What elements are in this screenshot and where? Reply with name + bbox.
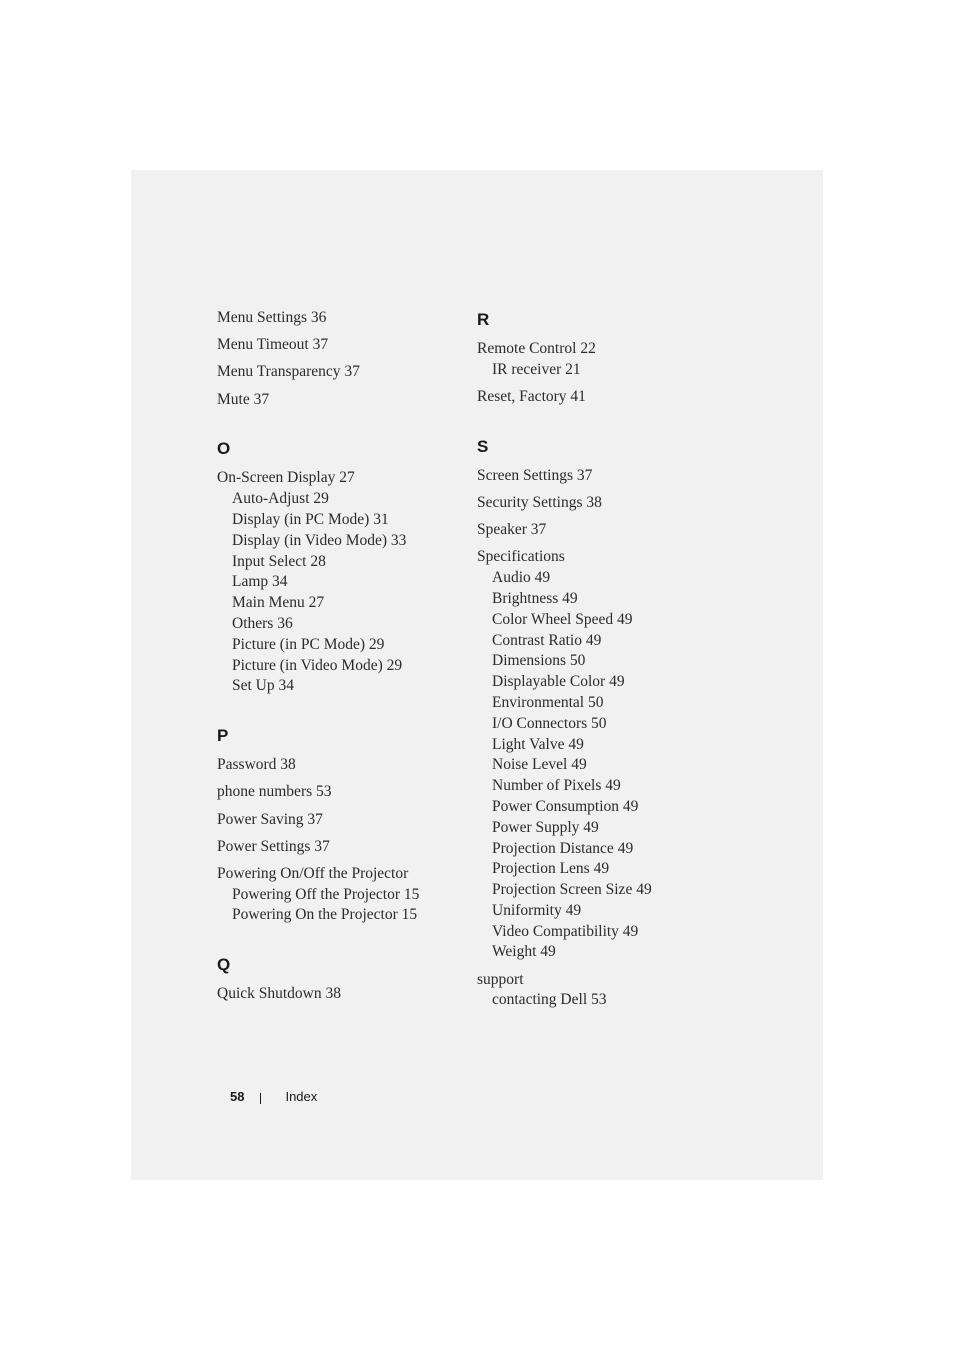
index-group-q — [217, 984, 467, 1005]
index-subentry: Powering On the Projector 15 — [232, 906, 418, 924]
index-subentry: Brightness 49 — [492, 589, 578, 607]
index-entry-term: phone numbers 53 — [217, 783, 332, 801]
index-entry — [217, 390, 467, 411]
index-entry-term: On-Screen Display 27 — [217, 469, 355, 487]
index-entry — [477, 547, 737, 963]
index-group-r — [477, 339, 737, 408]
index-subentry: Display (in Video Mode) 33 — [232, 531, 407, 549]
index-subentry: Others 36 — [232, 614, 293, 632]
index-subentry: Displayable Color 49 — [492, 673, 625, 691]
index-subentry: Projection Lens 49 — [492, 860, 610, 878]
index-subentry: Power Supply 49 — [492, 818, 599, 836]
index-subentry: Projection Screen Size 49 — [492, 881, 652, 899]
index-subentry: IR receiver 21 — [492, 360, 581, 378]
index-subentry: Set Up 34 — [232, 677, 294, 695]
index-group-m — [217, 308, 467, 410]
index-subentry: Display (in PC Mode) 31 — [232, 510, 389, 528]
index-group-p — [217, 755, 467, 926]
page-footer — [230, 1089, 317, 1104]
index-entry-term: Powering On/Off the Projector — [217, 864, 409, 882]
index-group-s — [477, 466, 737, 1011]
index-entry-term: Password 38 — [217, 756, 296, 774]
index-letter-o: O — [217, 439, 231, 459]
index-subentry: I/O Connectors 50 — [492, 714, 607, 732]
index-subentry: Power Consumption 49 — [492, 797, 639, 815]
index-letter-q: Q — [217, 955, 231, 975]
index-entry — [217, 782, 467, 803]
index-subentry: Dimensions 50 — [492, 652, 586, 670]
index-entry — [477, 520, 737, 541]
index-subentry: Input Select 28 — [232, 552, 326, 570]
index-subentry: contacting Dell 53 — [492, 991, 607, 1009]
index-entry-term: Quick Shutdown 38 — [217, 985, 341, 1003]
index-subentry: Lamp 34 — [232, 573, 288, 591]
index-letter-p: P — [217, 726, 229, 746]
index-entry-term: Menu Timeout 37 — [217, 336, 329, 354]
index-entry — [477, 339, 737, 381]
index-column-left — [217, 308, 467, 1011]
index-entry-term: Mute 37 — [217, 390, 270, 408]
index-entry-term: Speaker 37 — [477, 521, 547, 539]
index-entry — [477, 493, 737, 514]
index-entry-term: Reset, Factory 41 — [477, 387, 586, 405]
index-subentry: Powering Off the Projector 15 — [232, 885, 420, 903]
index-subentry: Projection Distance 49 — [492, 839, 634, 857]
index-entry — [477, 387, 737, 408]
index-entry-term: Power Settings 37 — [217, 837, 330, 855]
index-entry — [217, 335, 467, 356]
index-subentry: Environmental 50 — [492, 693, 604, 711]
index-subentry: Color Wheel Speed 49 — [492, 610, 633, 628]
index-entry — [477, 466, 737, 487]
index-letter-s: S — [477, 436, 489, 456]
index-subentry: Main Menu 27 — [232, 594, 325, 612]
index-entry — [217, 468, 467, 697]
index-subentry: Contrast Ratio 49 — [492, 631, 602, 649]
index-entry — [217, 837, 467, 858]
index-subentry: Uniformity 49 — [492, 901, 582, 919]
page-number: 58 — [230, 1089, 245, 1104]
index-letter-r: R — [477, 310, 490, 329]
index-entry-term: Menu Settings 36 — [217, 309, 327, 326]
index-entry — [217, 362, 467, 383]
footer-section-title: Index — [285, 1089, 318, 1104]
footer-divider — [260, 1093, 261, 1104]
index-subentry: Audio 49 — [492, 569, 551, 587]
index-entry-term: Remote Control 22 — [477, 340, 596, 357]
index-entry-term: Power Saving 37 — [217, 810, 323, 828]
index-subentry: Video Compatibility 49 — [492, 922, 639, 940]
index-column-right — [477, 310, 737, 1018]
index-subentry: Picture (in Video Mode) 29 — [232, 656, 403, 674]
index-entry-term: Specifications — [477, 548, 565, 566]
index-subentry: Number of Pixels 49 — [492, 777, 621, 795]
index-subentry: Auto-Adjust 29 — [232, 490, 329, 508]
index-entry-term: Security Settings 38 — [477, 493, 602, 511]
index-entry-term: Menu Transparency 37 — [217, 363, 360, 381]
index-entry-term: Screen Settings 37 — [477, 466, 593, 484]
index-entry — [217, 984, 467, 1005]
index-entry — [217, 308, 467, 329]
index-entry — [477, 970, 737, 1012]
index-entry — [217, 810, 467, 831]
index-subentry: Light Valve 49 — [492, 735, 584, 753]
index-entry-term: support — [477, 970, 524, 988]
index-entry — [217, 864, 467, 926]
index-subentry: Weight 49 — [492, 943, 556, 961]
index-group-o — [217, 468, 467, 697]
index-subentry: Picture (in PC Mode) 29 — [232, 635, 385, 653]
index-entry — [217, 755, 467, 776]
index-subentry: Noise Level 49 — [492, 756, 587, 774]
